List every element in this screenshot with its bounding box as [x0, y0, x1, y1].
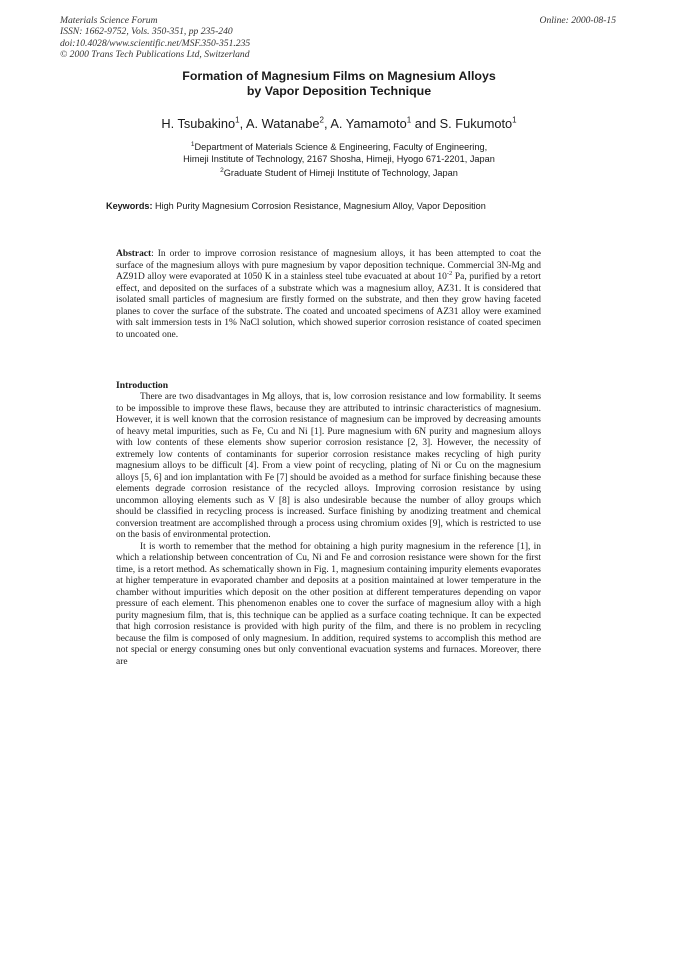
title-line-1: Formation of Magnesium Films on Magnesium Alloys [182, 69, 496, 83]
abstract-text: : In order to improve corrosion resistance of magnesium alloys, it has been attempted to coat the surface of the magnesium alloys with pure magnesium by vapor deposition technique. Commercial 3N-Mg and AZ91D alloy were evaporated at 1050 K in a stainless steel tube evacuated at about 10 [116, 249, 541, 282]
section-heading-introduction: Introduction [116, 380, 169, 391]
author-affiliation-mark: 2 [319, 115, 324, 125]
doi-line: doi:10.4028/www.scientific.net/MSF.350-351.235 [60, 37, 251, 49]
author-name: H. Tsubakino [161, 116, 236, 131]
author-list [0, 116, 678, 131]
affiliation-1 [0, 141, 678, 165]
abstract-exponent: -2 [446, 269, 453, 277]
author-name: , A. Yamamoto [323, 116, 407, 131]
keywords [106, 201, 486, 211]
affiliation-mark: 1 [190, 140, 195, 148]
affiliation-1-line-2: Himeji Institute of Technology, 2167 Shosha, Himeji, Hyogo 671-2201, Japan [183, 154, 495, 164]
keywords-text: High Purity Magnesium Corrosion Resistance, Magnesium Alloy, Vapor Deposition [152, 201, 486, 211]
journal-name: Materials Science Forum [60, 15, 158, 26]
paragraph: There are two disadvantages in Mg alloys, that is, low corrosion resistance and low formability. It seems to be impossible to improve these flaws, because they are attributed to intrinsic characteristics of magnesium. However, it is well known that the corrosion resistance of magnesium can be improved by decreasing amounts of heavy metal impurities, such as Fe, Cu and Ni [1]. Pure magnesium with 6N purity and magnesium alloys with low contents of these elements show superior corrosion resistance [2, 3]. However, the necessity of extremely low contents of contaminants for superior corrosion resistance makes recycling of high purity magnesium alloys to be difficult [4]. From a view point of recycling, plating of Ni or Cu on the magnesium alloys [5, 6] and ion implantation with Fe [7] should be avoided as a method for surface finishing because these elements degrade corrosion resistance of the recycled alloys. Improving corrosion resistance by using uncommon alloying elements such as V [8] is also undesirable because the number of alloy groups which should be classified in recycling process is increased. Surface finishing by anodizing treatment and chemical conversion treatment are accomplished through a process using chromium oxides [9], which is restricted to use on the basis of environmental protection. [116, 392, 541, 540]
abstract [116, 249, 541, 341]
paper-title [0, 69, 678, 99]
title-line-2: by Vapor Deposition Technique [246, 84, 432, 98]
author-name: and S. Fukumoto [411, 116, 513, 131]
affiliation-2 [0, 167, 678, 179]
keywords-label: Keywords: [106, 201, 153, 211]
publication-info [60, 15, 250, 61]
author-affiliation-mark: 1 [235, 115, 240, 125]
paragraph: It is worth to remember that the method for obtaining a high purity magnesium in the reference [1], in which a relationship between concentration of Cu, Ni and Fe and corrosion resistance were shown for the first time, is a retort method. As schematically shown in Fig. 1, magnesium containing impurity elements evaporates at higher temperature in evaporated chamber and deposits at a position maintained at lower temperature in the chamber without impurities which deposit on the other position at different temperatures depending on vapor pressure of each element. This phenomenon enables one to cover the surface of magnesium alloy with a high purity magnesium film, that is, this technique can be applied as a surface coating technique. It can be expected that high corrosion resistance is provided with high purity of the film, and there is no problem in recycling because the film is composed of only magnesium. In addition, required systems to accomplish this method are not special or energy consuming ones but only conventional evacuation systems and furnaces. Moreover, there are [116, 541, 541, 667]
issn-line: ISSN: 1662-9752, Vols. 350-351, pp 235-240 [60, 26, 233, 38]
copyright-line: © 2000 Trans Tech Publications Ltd, Switzerland [60, 49, 250, 61]
online-date: Online: 2000-08-15 [539, 15, 616, 26]
affiliation-1-line-1: Department of Materials Science & Engineering, Faculty of Engineering, [194, 142, 488, 152]
abstract-text-cont: Pa, purified by a retort effect, and deposited on the surfaces of a substrate which was a magnesium alloy, AZ31. It is considered that isolated small particles of magnesium are firstly formed on the substrate, and then they grow having faceted planes to cover the surface of the substrate. The coated and uncoated specimens of AZ31 alloy were examined with salt immersion tests in 1% NaCl solution, which showed superior corrosion resistance of coated specimen to uncoated one. [116, 272, 541, 340]
introduction-body [116, 392, 541, 668]
author-affiliation-mark: 1 [406, 115, 412, 125]
abstract-label: Abstract [116, 249, 152, 259]
affiliation-2-line-1: Graduate Student of Himeji Institute of Technology, Japan [223, 168, 458, 178]
author-name: , A. Watanabe [239, 116, 320, 131]
affiliation-mark: 2 [220, 166, 224, 174]
author-affiliation-mark: 1 [512, 115, 517, 125]
